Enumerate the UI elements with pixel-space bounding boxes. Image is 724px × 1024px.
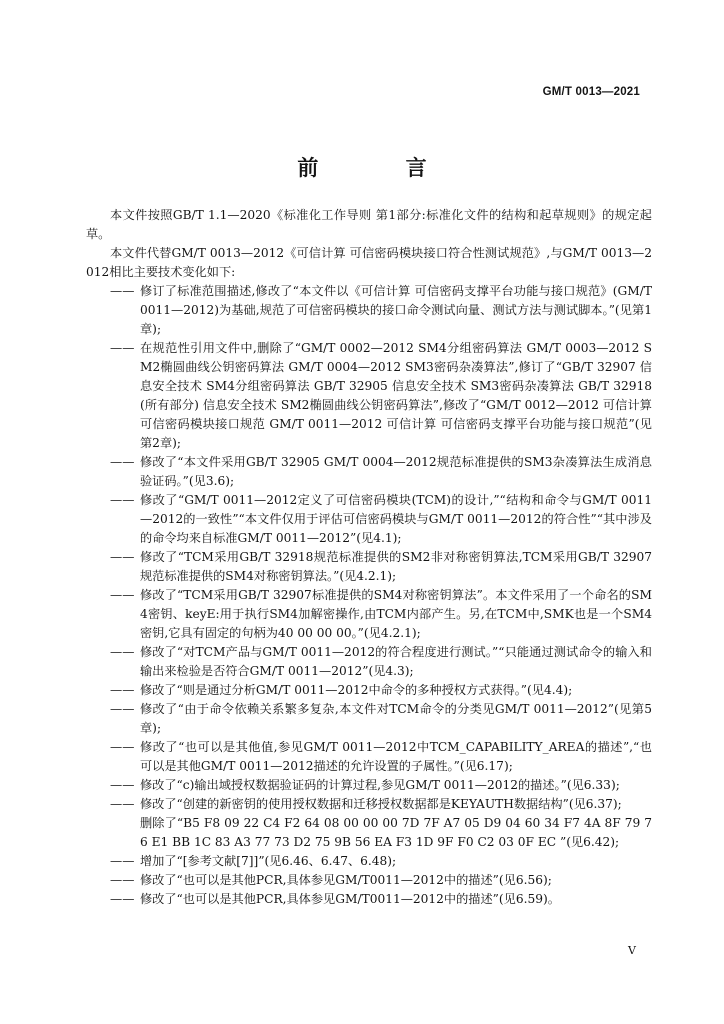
intro-paragraph: 本文件代替GM/T 0013—2012《可信计算 可信密码模块接口符合性测试规范》,与GM/T 0013—2012相比主要技术变化如下:	[86, 246, 652, 279]
change-item: —— 在规范性引用文件中,删除了“GM/T 0002—2012 SM4分组密码算法 GM/T 0003—2012 SM2椭圆曲线公钥密码算法 GM/T 0004—2012 SM3密码杂凑算法”,修订了“GB/T 32907 信息安全技术 SM4分组密码算法 GB/T 32905 信息安全技术 SM3密码杂凑算法 GB/T 32918(所有部分) 信息安全技术 SM2椭圆曲线公钥密码算法”,修改了“GM/T 0012—2012 可信计算 可信密码模块接口规范 GM/T 0011—2012 可信计算 可信密码支撑平台功能与接口规范”(见第2章);	[110, 341, 652, 450]
change-item: —— 修改了“c)输出域授权数据验证码的计算过程,参见GM/T 0011—2012的描述。”(见6.33);	[110, 778, 620, 792]
change-item: —— 修改了“则是通过分析GM/T 0011—2012中命令的多种授权方式获得。”(见4.4);	[110, 683, 573, 697]
page-title: 前 言	[297, 155, 467, 180]
change-item: —— 修改了“创建的新密钥的使用授权数据和迁移授权数据都是KEYAUTH数据结构”(见6.37);	[110, 797, 622, 811]
change-item: —— 修改了“也可以是其他值,参见GM/T 0011—2012中TCM_CAPABILITY_AREA的描述”,“也可以是其他GM/T 0011—2012描述的允许设置的子属性。”(见6.17);	[110, 740, 652, 773]
page-number: V	[628, 944, 636, 957]
foreword-body	[86, 206, 652, 909]
change-item: —— 修改了“也可以是其他PCR,具体参见GM/T0011—2012中的描述”(见6.59)。	[110, 892, 560, 906]
deleted-line: 删除了“B5 F8 09 22 C4 F2 64 08 00 00 00 7D 7F A7 05 D9 04 60 34 F7 4A 8F 79 76 E1 BB 1C 83 A3 77 73 D2 75 9B 56 EA F3 1D 9F F0 C2 03 0F EC ”(见6.42);	[140, 816, 652, 849]
change-item: —— 修改了“由于命令依赖关系繁多复杂,本文件对TCM命令的分类见GM/T 0011—2012”(见第5章);	[110, 702, 652, 735]
change-item: —— 修改了“TCM采用GB/T 32907标准提供的SM4对称密钥算法”。本文件采用了一个命名的SM4密钥、keyE:用于执行SM4加解密操作,由TCM内部产生。另,在TCM中,SMK也是一个SM4密钥,它具有固定的句柄为40 00 00 00。”(见4.2.1);	[110, 588, 652, 640]
change-item: —— 修改了“本文件采用GB/T 32905 GM/T 0004—2012规范标准提供的SM3杂凑算法生成消息验证码。”(见3.6);	[110, 455, 652, 488]
standard-code: GM/T 0013—2021	[542, 86, 640, 98]
change-item: —— 修改了“GM/T 0011—2012定义了可信密码模块(TCM)的设计,”“结构和命令与GM/T 0011—2012的一致性”“本文件仅用于评估可信密码模块与GM/T 0011—2012的符合性”“其中涉及的命令均来自标准GM/T 0011—2012”(见4.1);	[110, 493, 652, 545]
intro-paragraph: 本文件按照GB/T 1.1—2020《标准化工作导则 第1部分:标准化文件的结构和起草规则》的规定起草。	[86, 208, 652, 241]
change-item: —— 修改了“TCM采用GB/T 32918规范标准提供的SM2非对称密钥算法,TCM采用GB/T 32907规范标准提供的SM4对称密钥算法。”(见4.2.1);	[110, 550, 652, 583]
change-item: —— 修订了标准范围描述,修改了“本文件以《可信计算 可信密码支撑平台功能与接口规范》(GM/T 0011—2012)为基础,规范了可信密码模块的接口命令测试向量、测试方法与测试脚本。”(见第1章);	[110, 284, 652, 336]
change-item: —— 修改了“对TCM产品与GM/T 0011—2012的符合程度进行测试。”“只能通过测试命令的输入和输出来检验是否符合GM/T 0011—2012”(见4.3);	[110, 645, 652, 678]
change-item: —— 增加了“[参考文献[7]]”(见6.46、6.47、6.48);	[110, 854, 397, 868]
change-item: —— 修改了“也可以是其他PCR,具体参见GM/T0011—2012中的描述”(见6.56);	[110, 873, 552, 887]
